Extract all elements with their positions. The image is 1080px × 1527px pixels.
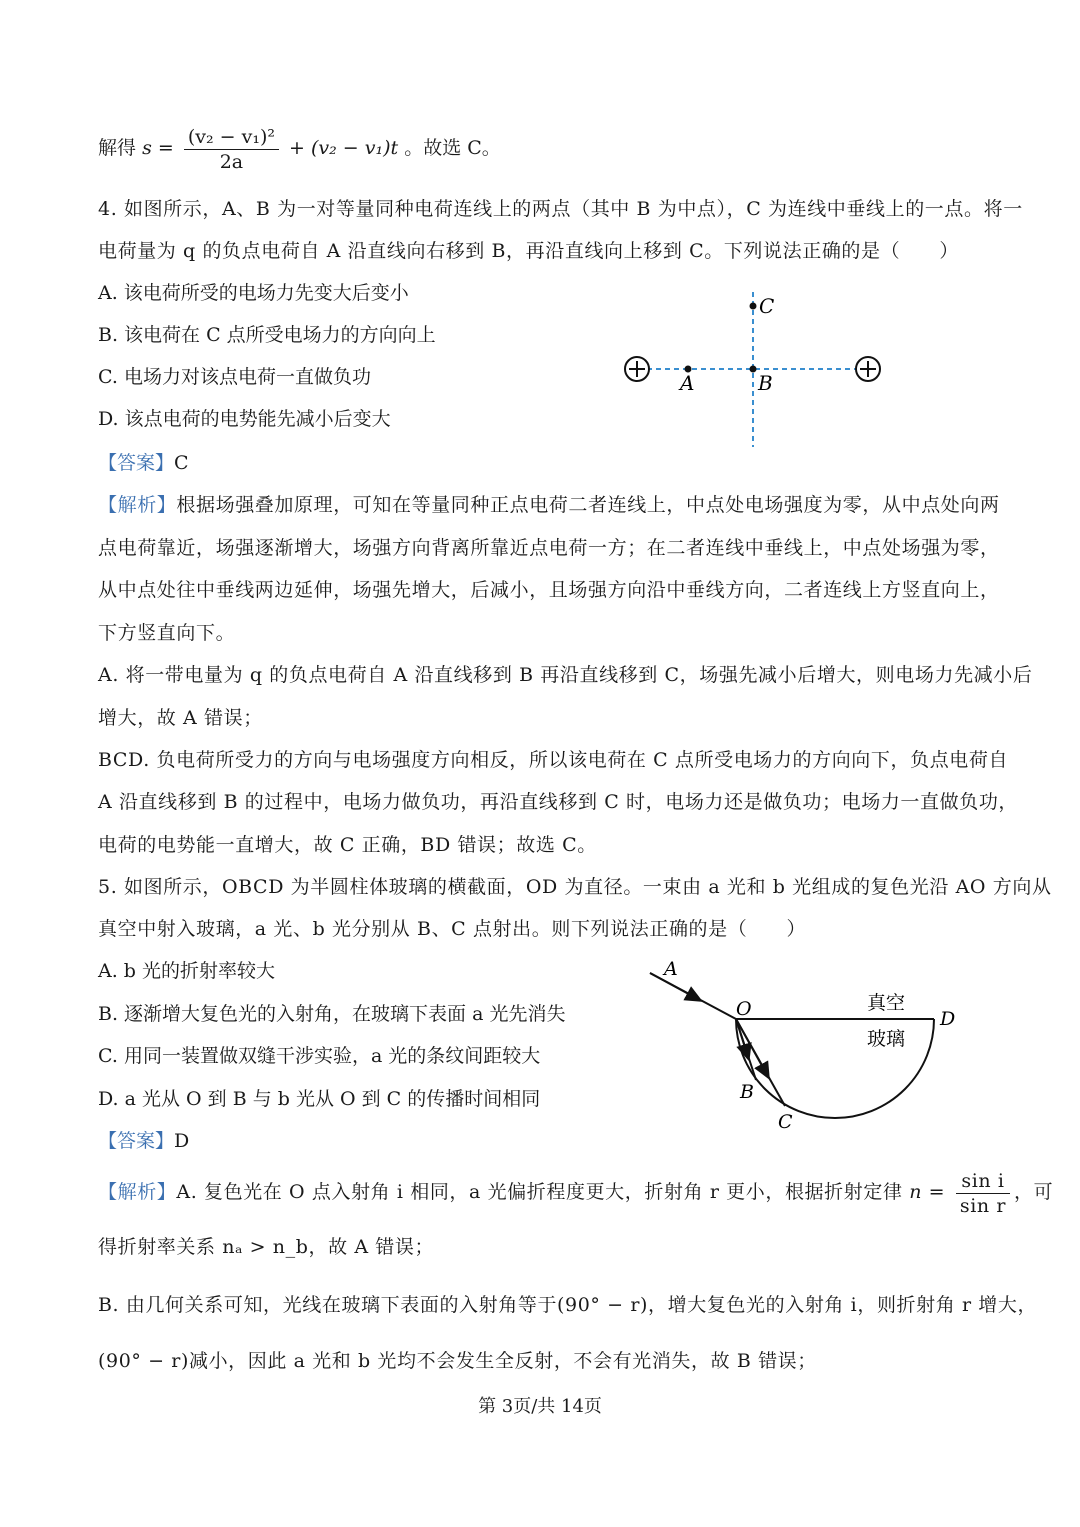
q4-option-a: A. 该电荷所受的电场力先变大后变小 (98, 282, 409, 304)
q5-label-glass: 玻璃 (867, 1028, 906, 1050)
q5-answer-value: D (174, 1130, 190, 1152)
q5-label-o: O (736, 998, 752, 1020)
q3-frac-num: (v₂ − v₁)² (184, 125, 279, 150)
q5-answer (98, 1128, 189, 1154)
q5-option-a: A. b 光的折射率较大 (98, 960, 276, 982)
q3-frac-den: 2a (219, 150, 244, 173)
q5-law-fraction (956, 1169, 1010, 1218)
q4-analysis-line-8: 电荷的电势能一直增大，故 C 正确，BD 错误；故选 C。 (98, 834, 597, 856)
q4-point-b (750, 366, 757, 373)
q3-prefix: 解得 (98, 137, 137, 159)
q4-analysis-line-7: A 沿直线移到 B 的过程中，电场力做负功，再沿直线移到 C 时，电场力还是做负功；电场力一直做负功， (98, 791, 1019, 813)
q5-label-a: A (664, 958, 678, 980)
q4-label-c: C (759, 294, 775, 318)
q4-analysis-line-4: A. 将一带电量为 q 的负点电荷自 A 沿直线移到 B 再沿直线移到 C，场强先减小后增大，则电场力先减小后 (98, 664, 1033, 686)
q3-suffix: 。故选 C。 (404, 137, 501, 159)
q4-option-c: C. 电场力对该点电荷一直做负功 (98, 366, 371, 388)
q4-charge-figure (610, 282, 900, 450)
q3-answer-formula (98, 118, 501, 178)
q5-analysis-b-line2: (90° − r)减小，因此 a 光和 b 光均不会发生全反射，不会有光消失，故 B 错误； (98, 1350, 817, 1372)
q4-analysis-line-6: BCD. 负电荷所受力的方向与电场强度方向相反，所以该电荷在 C 点所受电场力的方向向下，负点电荷自 (98, 749, 1009, 771)
q4-answer-value: C (174, 452, 189, 474)
q4-label-b: B (758, 371, 773, 395)
q5-law-lhs: n = (909, 1181, 946, 1203)
q4-answer (98, 450, 189, 476)
q5-glass-figure (640, 955, 970, 1135)
q5-analysis-a-text: A. 复色光在 O 点入射角 i 相同，a 光偏折程度更大，折射角 r 更小，根据折射定律 (176, 1181, 903, 1203)
q3-formula-tail: + (v₂ − v₁)t (289, 137, 399, 159)
q3-formula-lhs: s = (142, 137, 174, 159)
q4-left-charge-icon (625, 357, 649, 381)
q5-law-num: sin i (956, 1169, 1010, 1194)
q4-answer-tag: 【答案】 (98, 452, 175, 474)
q5-law-den: sin r (959, 1194, 1007, 1217)
q5-label-b: B (740, 1081, 754, 1103)
q5-answer-tag: 【答案】 (98, 1130, 175, 1152)
q4-stem-line1: 4. 如图所示，A、B 为一对等量同种电荷连线上的两点（其中 B 为中点），C 为连线中垂线上的一点。将一 (98, 198, 1023, 220)
page-number: 第 3页/共 14页 (478, 1396, 602, 1417)
q4-option-d: D. 该点电荷的电势能先减小后变大 (98, 408, 391, 430)
q5-analysis-a-tail: ，可 (1014, 1181, 1054, 1203)
q4-analysis-line-2: 从中点处往中垂线两边延伸，场强先增大，后减小，且场强方向沿中垂线方向，二者连线上方竖直向上， (98, 579, 1000, 601)
q4-analysis-text-0: 根据场强叠加原理，可知在等量同种正点电荷二者连线上，中点处电场强度为零，从中点处向两 (176, 494, 1000, 516)
q3-fraction (184, 125, 279, 174)
q4-analysis-line-3: 下方竖直向下。 (98, 622, 236, 644)
q4-analysis-line-5: 增大，故 A 错误； (98, 707, 263, 729)
q4-analysis-line-1: 点电荷靠近，场强逐渐增大，场强方向背离所靠近点电荷一方；在二者连线中垂线上，中点处场强为零， (98, 537, 1000, 559)
q5-stem-line1: 5. 如图所示，OBCD 为半圆柱体玻璃的横截面，OD 为直径。一束由 a 光和 b 光组成的复色光沿 AO 方向从 (98, 876, 1052, 898)
q4-right-charge-icon (856, 357, 880, 381)
q5-label-c: C (778, 1111, 793, 1133)
q5-stem-line2: 真空中射入玻璃，a 光、b 光分别从 B、C 点射出。则下列说法正确的是（ ） (98, 918, 807, 940)
q4-option-b: B. 该电荷在 C 点所受电场力的方向向上 (98, 324, 436, 346)
q5-analysis-a-line2: 得折射率关系 nₐ > n_b，故 A 错误； (98, 1236, 435, 1258)
q5-analysis-line-a (98, 1164, 1053, 1220)
q4-analysis-tag: 【解析】 (98, 494, 177, 516)
q5-analysis-b-line1: B. 由几何关系可知，光线在玻璃下表面的入射角等于(90° − r)，增大复色光的入射角 i，则折射角 r 增大， (98, 1294, 1038, 1316)
q5-analysis-tag: 【解析】 (98, 1181, 177, 1203)
q4-stem-line2: 电荷量为 q 的负点电荷自 A 沿直线向右移到 B，再沿直线向上移到 C。下列说法正确的是（ ） (98, 240, 960, 262)
q5-option-c: C. 用同一装置做双缝干涉实验，a 光的条纹间距较大 (98, 1045, 541, 1067)
q5-label-vacuum: 真空 (867, 992, 906, 1014)
q5-option-d: D. a 光从 O 到 B 与 b 光从 O 到 C 的传播时间相同 (98, 1088, 541, 1110)
q4-point-c (750, 303, 757, 310)
q5-label-d: D (940, 1008, 956, 1030)
q4-analysis-line-0 (98, 492, 1000, 518)
q4-label-a: A (680, 371, 695, 395)
q5-option-b: B. 逐渐增大复色光的入射角，在玻璃下表面 a 光先消失 (98, 1003, 566, 1025)
